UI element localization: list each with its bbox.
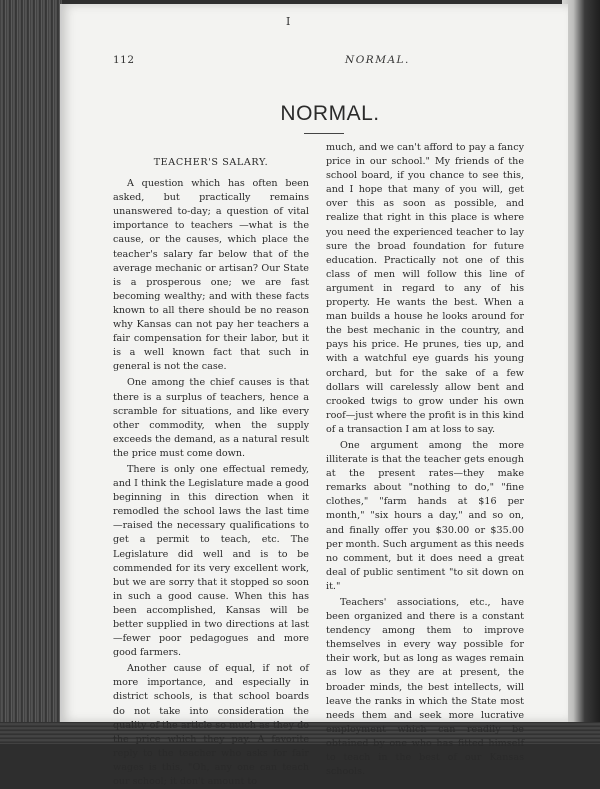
- paragraph: There is only one effectual remedy, and I think the Legislature made a good beginning in this direction when it remodled the school laws the last time—raised the necessary qualifications to get a permit to teach, etc. The Legislature did well and is to be commended for its very excellent work, but we are sorry that it stopped so soon in such a good cause. When this has been accomplished, Kansas will be better supplied in two directions at last—fewer poor pedagogues and more good farmers.: [113, 463, 309, 659]
- book-page: [60, 4, 568, 788]
- paragraph-continued: much, and we can't afford to pay a fancy price in our school." My friends of the school board, if you chance to see this, and I hope that many of you will, get over this as soon as possible, and realize that right in this place is where you need the experienced teacher to lay sure the broad foundation for future education. Practically not one of this class of men will follow this line of argument in regard to any of his property. He wants the best. When a man builds a house he looks around for the best mechanic in the country, and pays his price. He prunes, ties up, and with a watchful eye guards his young orchard, but for the sake of a few dollars will carelessly allow bent and crooked twigs to grow under his own roof—just where the profit is in this kind of a transaction I am at loss to say.: [326, 142, 524, 435]
- top-mark: I: [286, 15, 291, 28]
- headline-rule: [304, 133, 344, 134]
- paragraph: Teachers' associations, etc., have been organized and there is a constant tendency among them to improve themselves in every way possible for their work, but as long as wages remain as low as they are at present, the broader minds, the best intellects, will leave the ranks in which the State most needs them and seek more lucrative employment which can readily be obtained by one who has fitted himself to teach in the best of our Kansas schools.: [326, 597, 524, 778]
- page-headline: NORMAL.: [280, 102, 380, 125]
- paragraph: A question which has often been asked, but practically remains unanswered to-day; a question of vital importance to teachers —what is the cause, or the causes, which place the teacher's salary far below that of the average mechanic or artisan? Our State is a prosperous one; we are fast becoming wealthy; and with these facts known to all there should be no reason why Kansas can not pay her teachers a fair compensation for their labor, but it is a well known fact that such in general is not the case.: [113, 178, 309, 373]
- running-head: [113, 54, 523, 68]
- article-heading: TEACHER'S SALARY.: [153, 157, 269, 168]
- paragraph: One among the chief causes is that there is a surplus of teachers, hence a scramble for situations, and like every other commodity, when the supply exceeds the demand, as a natural result the price must come down.: [113, 377, 309, 459]
- paragraph: One argument among the more illiterate is that the teacher gets enough at the present rates—they make remarks about "nothing to do," "fine clothes," "farm hands at $16 per month," "six hours a day," and so on, and finally offer you $30.00 or $35.00 per month. Such argument as this needs no comment, but it does need a great deal of public sentiment "to sit down on it.": [326, 439, 524, 592]
- paragraph: Another cause of equal, if not of more importance, and especially in district schools, is that school boards do not take into consideration the quality of the article so much as they do the price which they pay. A favorite reply to the teacher who asks for fair wages is this, "Oh, any one can teach our school; it don't amount to: [113, 663, 309, 788]
- running-title: NORMAL.: [345, 54, 410, 66]
- page-number: 112: [113, 54, 135, 66]
- book-page-edges-left: [0, 0, 62, 744]
- left-column: [113, 156, 309, 789]
- right-column: [326, 141, 524, 779]
